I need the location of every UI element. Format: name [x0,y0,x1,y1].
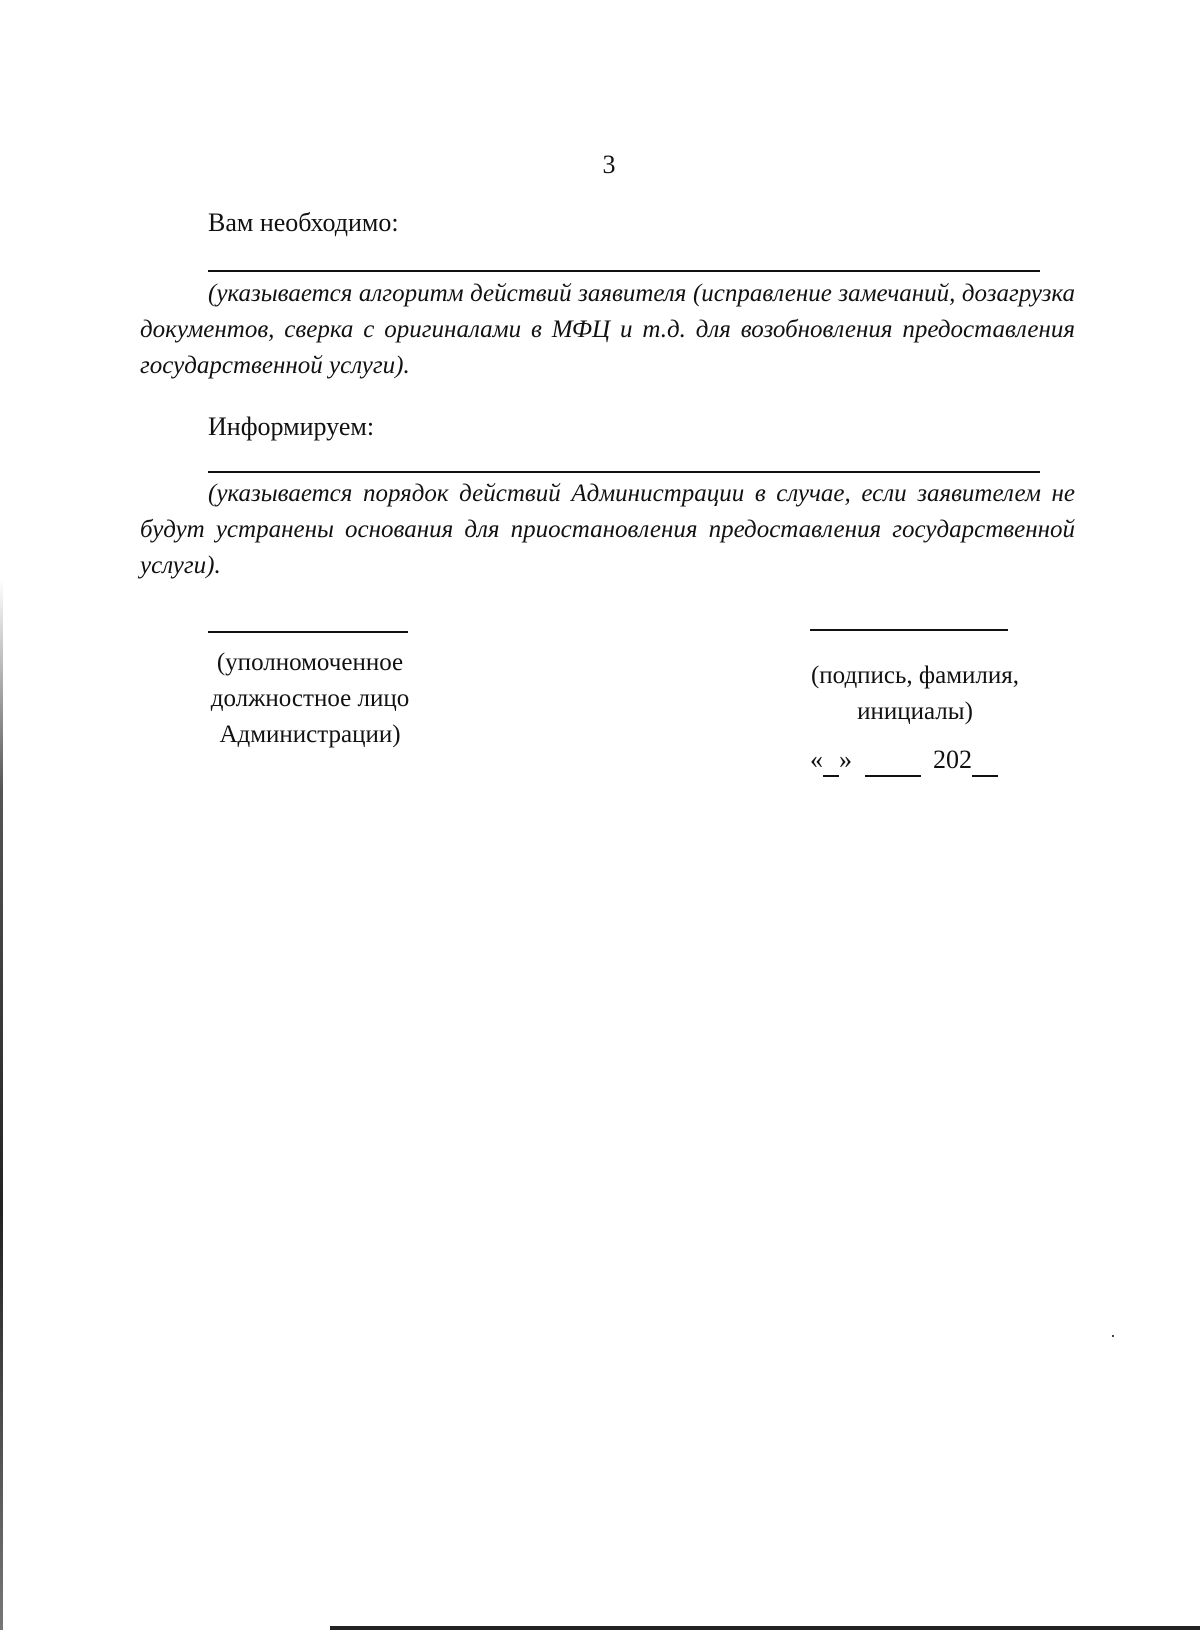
official-caption [180,645,440,753]
official-caption-line-2: должностное лицо [210,685,410,712]
scan-edge-bottom [330,1626,1200,1630]
official-caption-line-3: Администрации) [219,721,401,748]
official-caption-line-1: (уполномоченное [216,649,404,676]
official-signature-line [208,631,408,633]
date-month-blank [865,745,921,777]
date-close-quote: » [839,745,852,774]
page-number: 3 [602,150,616,179]
inform-hint: (указывается порядок действий Администрации в случае, если заявителем не будут устранены основания для приостановления предоставления государственной услуги). [140,480,1075,579]
scan-speck [1112,1335,1114,1337]
need-fill-line [208,270,1040,272]
date-year-prefix: 202 [933,745,972,774]
date-year-blank [972,745,998,777]
inform-fill-line [208,471,1040,473]
signer-caption-line-1: (подпись, фамилия, [810,662,1020,689]
signer-caption-line-2: инициалы) [857,698,973,725]
date-row [810,745,998,777]
need-label: Вам необходимо: [208,208,399,237]
date-open-quote: « [810,745,823,774]
inform-label: Информируем: [208,412,375,441]
signer-signature-line [810,629,1008,631]
signer-caption [790,658,1040,730]
need-hint: (указывается алгоритм действий заявителя (исправление замечаний, дозагрузка документов, сверка с оригиналами в МФЦ и т.д. для возобновления предоставления государственной услуги). [140,280,1075,379]
scan-edge-left [0,580,3,1630]
date-day-blank [823,745,839,777]
